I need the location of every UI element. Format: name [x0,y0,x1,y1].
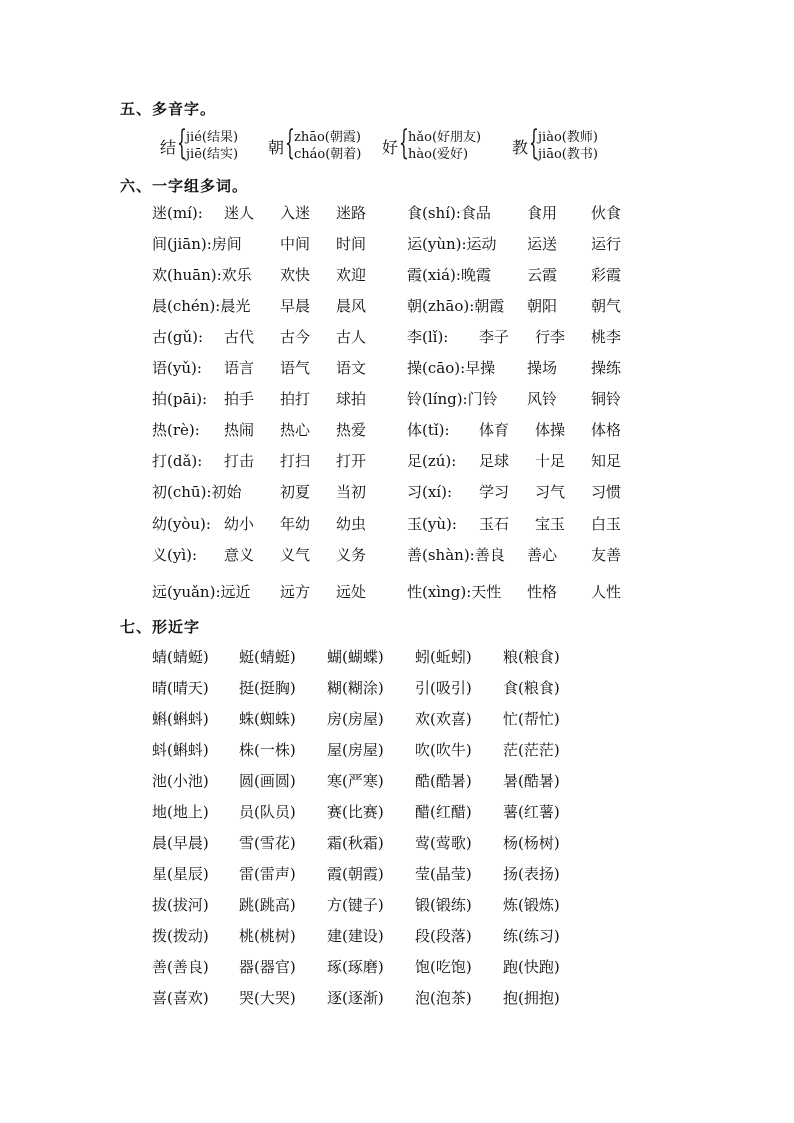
word-entry-label: 铃(líng):门铃 [407,390,498,408]
brace: { [529,123,539,163]
similar-char-item: 善(善良) [152,958,209,976]
similar-char-item: 锻(锻练) [415,896,472,914]
similar-char-item: 跑(快跑) [503,958,560,976]
similar-char-item: 欢(欢喜) [415,710,472,728]
poly-char: 好 [382,138,399,157]
similar-char-item: 株(一株) [239,741,296,759]
polyphonic-heading: 五、多音字。 [120,100,217,118]
word-item: 打击 [224,452,255,470]
word-item: 伙食 [591,204,622,222]
word-item: 欢快 [280,266,311,284]
word-item: 体操 [535,421,566,439]
word-item: 拍手 [224,390,255,408]
similar-char-item: 圆(画圆) [239,772,296,790]
word-item: 远方 [280,583,311,601]
word-entry-label: 李(lǐ): [407,328,449,346]
word-item: 学习 [479,483,510,501]
poly-reading: zhāo(朝霞) [294,130,361,145]
similar-char-item: 雪(雪花) [239,834,296,852]
word-item: 初夏 [280,483,311,501]
similar-char-item: 蝴(蝴蝶) [327,648,384,666]
word-entry-label: 古(gǔ): [152,328,204,346]
word-item: 习惯 [591,483,622,501]
poly-char: 教 [512,138,529,157]
similar-char-item: 食(粮食) [503,679,560,697]
word-item: 语气 [280,359,311,377]
word-entry-label: 初(chū):初始 [152,483,242,501]
word-entry-label: 热(rè): [152,421,200,439]
similar-char-item: 饱(吃饱) [415,958,472,976]
similar-char-item: 逐(逐渐) [327,989,384,1007]
word-item: 运送 [527,235,558,253]
poly-char: 朝 [268,138,285,157]
word-item: 风铃 [527,390,558,408]
word-item: 古今 [280,328,311,346]
word-item: 玉石 [479,515,510,533]
word-item: 铜铃 [591,390,622,408]
word-item: 球拍 [336,390,367,408]
word-item: 操练 [591,359,622,377]
similar-char-item: 段(段落) [415,927,472,945]
word-entry-label: 幼(yòu): [152,515,211,533]
similar-char-item: 喜(喜欢) [152,989,209,1007]
similar-char-item: 拨(拨动) [152,927,209,945]
similar-char-item: 方(键子) [327,896,384,914]
word-item: 李子 [479,328,510,346]
similar-char-item: 房(房屋) [327,710,384,728]
word-entry-label: 操(cāo):早操 [407,359,496,377]
word-item: 桃李 [591,328,622,346]
word-item: 打扫 [280,452,311,470]
similar-char-item: 跳(跳高) [239,896,296,914]
word-item: 足球 [479,452,510,470]
words-heading: 六、一字组多词。 [120,177,249,195]
word-item: 古人 [336,328,367,346]
similar-char-item: 器(器官) [239,958,296,976]
similar-char-item: 蜻(蜻蜓) [152,648,209,666]
word-item: 宝玉 [535,515,566,533]
word-entry-label: 玉(yù): [407,515,457,533]
similar-char-item: 蛛(蜘蛛) [239,710,296,728]
similar-char-item: 炼(锻炼) [503,896,560,914]
similar-char-item: 建(建设) [327,927,384,945]
word-entry-label: 迷(mí): [152,204,203,222]
similar-char-item: 琢(琢磨) [327,958,384,976]
word-entry-label: 性(xìng):天性 [407,583,502,601]
similar-char-item: 拔(拔河) [152,896,209,914]
word-item: 十足 [535,452,566,470]
word-item: 义务 [336,546,367,564]
similar-char-item: 星(星辰) [152,865,209,883]
word-entry-label: 远(yuǎn):远近 [152,583,251,601]
similar-char-item: 寒(严寒) [327,772,384,790]
word-item: 白玉 [591,515,622,533]
word-item: 热爱 [336,421,367,439]
word-item: 热闹 [224,421,255,439]
word-item: 朝气 [591,297,622,315]
word-entry-label: 食(shí):食品 [407,204,491,222]
similar-char-item: 醋(红醋) [415,803,472,821]
word-item: 入迷 [280,204,311,222]
word-item: 欢迎 [336,266,367,284]
similar-char-item: 池(小池) [152,772,209,790]
similar-char-item: 蚓(蚯蚓) [415,648,472,666]
word-item: 善心 [527,546,558,564]
similar-char-item: 员(队员) [239,803,296,821]
word-item: 迷人 [224,204,255,222]
poly-reading: jiào(教师) [538,130,598,145]
similar-char-item: 蝌(蝌蚪) [152,710,209,728]
similar-char-item: 挺(挺胸) [239,679,296,697]
word-item: 食用 [527,204,558,222]
similar-char-item: 晴(晴天) [152,679,209,697]
word-entry-label: 拍(pāi): [152,390,208,408]
poly-reading: cháo(朝着) [294,147,362,162]
word-item: 友善 [591,546,622,564]
word-item: 义气 [280,546,311,564]
similar-char-item: 哭(大哭) [239,989,296,1007]
similar-char-item: 茫(茫茫) [503,741,560,759]
word-item: 打开 [336,452,367,470]
word-item: 彩霞 [591,266,622,284]
word-item: 远处 [336,583,367,601]
similar-char-item: 暑(酷暑) [503,772,560,790]
word-item: 时间 [336,235,367,253]
word-item: 云霞 [527,266,558,284]
word-item: 晨风 [336,297,367,315]
similar-char-item: 雷(雷声) [239,865,296,883]
word-item: 热心 [280,421,311,439]
similar-char-item: 引(吸引) [415,679,472,697]
word-entry-label: 晨(chén):晨光 [152,297,251,315]
word-item: 操场 [527,359,558,377]
similar-char-item: 薯(红薯) [503,803,560,821]
word-entry-label: 间(jiān):房间 [152,235,242,253]
similar-heading: 七、形近字 [120,618,201,636]
similar-char-item: 莹(晶莹) [415,865,472,883]
similar-char-item: 霞(朝霞) [327,865,384,883]
word-item: 幼小 [224,515,255,533]
word-item: 拍打 [280,390,311,408]
similar-char-item: 蜓(蜻蜓) [239,648,296,666]
word-entry-label: 义(yì): [152,546,198,564]
similar-char-item: 忙(帮忙) [503,710,560,728]
word-item: 体格 [591,421,622,439]
word-entry-label: 语(yǔ): [152,359,202,377]
brace: { [177,123,187,163]
word-entry-label: 霞(xiá):晚霞 [407,266,491,284]
word-item: 知足 [591,452,622,470]
similar-char-item: 霜(秋霜) [327,834,384,852]
word-item: 朝阳 [527,297,558,315]
brace: { [285,123,295,163]
word-entry-label: 善(shàn):善良 [407,546,505,564]
similar-char-item: 粮(粮食) [503,648,560,666]
similar-char-item: 酷(酷暑) [415,772,472,790]
word-entry-label: 体(tǐ): [407,421,450,439]
word-item: 早晨 [280,297,311,315]
similar-char-item: 屋(房屋) [327,741,384,759]
word-item: 迷路 [336,204,367,222]
brace: { [399,123,409,163]
poly-reading: jiē(结实) [186,147,239,162]
word-item: 意义 [224,546,255,564]
word-item: 语文 [336,359,367,377]
word-entry-label: 欢(huān):欢乐 [152,266,252,284]
poly-reading: jiāo(教书) [538,147,598,162]
similar-char-item: 地(地上) [152,803,209,821]
similar-char-item: 练(练习) [503,927,560,945]
word-item: 行李 [535,328,566,346]
similar-char-item: 莺(莺歌) [415,834,472,852]
poly-char: 结 [160,138,177,157]
word-item: 运行 [591,235,622,253]
similar-char-item: 赛(比赛) [327,803,384,821]
similar-char-item: 抱(拥抱) [503,989,560,1007]
word-item: 当初 [336,483,367,501]
word-item: 幼虫 [336,515,367,533]
word-entry-label: 运(yùn):运动 [407,235,497,253]
word-item: 性格 [527,583,558,601]
word-item: 年幼 [280,515,311,533]
word-entry-label: 习(xí): [407,483,453,501]
poly-reading: hào(爱好) [408,147,469,162]
word-item: 体育 [479,421,510,439]
poly-reading: hǎo(好朋友) [408,130,482,145]
similar-char-item: 泡(泡茶) [415,989,472,1007]
word-item: 习气 [535,483,566,501]
word-entry-label: 朝(zhāo):朝霞 [407,297,505,315]
word-item: 古代 [224,328,255,346]
similar-char-item: 糊(糊涂) [327,679,384,697]
word-item: 语言 [224,359,255,377]
similar-char-item: 扬(表扬) [503,865,560,883]
similar-char-item: 桃(桃树) [239,927,296,945]
similar-char-item: 吹(吹牛) [415,741,472,759]
word-item: 人性 [591,583,622,601]
word-entry-label: 足(zú): [407,452,457,470]
similar-char-item: 杨(杨树) [503,834,560,852]
similar-char-item: 蚪(蝌蚪) [152,741,209,759]
word-item: 中间 [280,235,311,253]
poly-reading: jié(结果) [186,130,239,145]
similar-char-item: 晨(早晨) [152,834,209,852]
word-entry-label: 打(dǎ): [152,452,203,470]
